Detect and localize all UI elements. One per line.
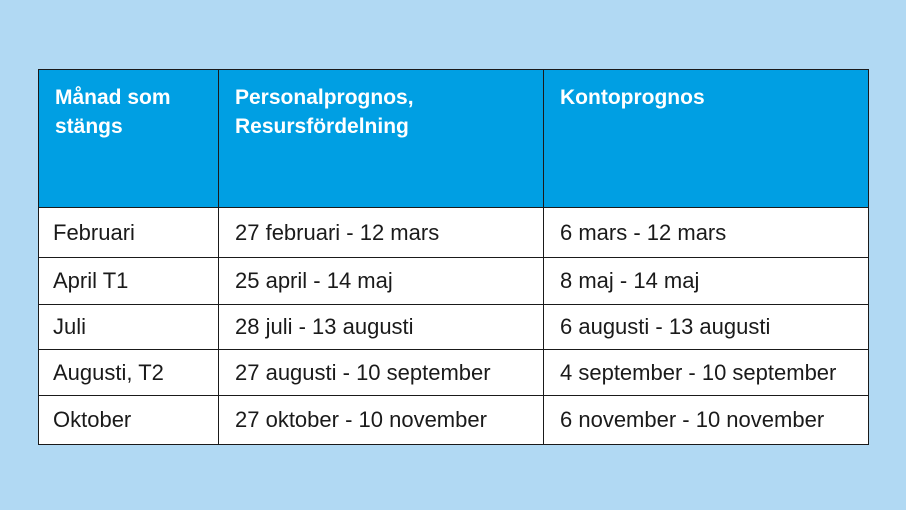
- table-row: [39, 396, 869, 445]
- cell-account-forecast: 6 november - 10 november: [544, 396, 869, 445]
- cell-staff-forecast: 25 april - 14 maj: [219, 258, 544, 305]
- table-row: [39, 208, 869, 258]
- cell-staff-forecast: 27 augusti - 10 september: [219, 350, 544, 396]
- header-month-label: Månad som stängs: [55, 86, 171, 138]
- cell-month: Juli: [39, 305, 219, 350]
- cell-staff-forecast: 28 juli - 13 augusti: [219, 305, 544, 350]
- cell-staff-forecast: 27 februari - 12 mars: [219, 208, 544, 258]
- cell-account-forecast: 6 augusti - 13 augusti: [544, 305, 869, 350]
- table-row: [39, 350, 869, 396]
- header-staff-forecast: [219, 70, 544, 208]
- cell-account-forecast: 4 september - 10 september: [544, 350, 869, 396]
- cell-account-forecast: 8 maj - 14 maj: [544, 258, 869, 305]
- cell-month: Augusti, T2: [39, 350, 219, 396]
- header-staff-forecast-label: Personalprognos, Resursfördelning: [235, 86, 414, 138]
- cell-staff-forecast: 27 oktober - 10 november: [219, 396, 544, 445]
- cell-month: Oktober: [39, 396, 219, 445]
- cell-month: Februari: [39, 208, 219, 258]
- cell-month: April T1: [39, 258, 219, 305]
- header-month: [39, 70, 219, 208]
- header-row: [39, 70, 869, 208]
- schedule-table: [38, 69, 869, 445]
- table-row: [39, 305, 869, 350]
- header-account-forecast: [544, 70, 869, 208]
- header-account-forecast-label: Kontoprognos: [560, 86, 705, 109]
- table-row: [39, 258, 869, 305]
- cell-account-forecast: 6 mars - 12 mars: [544, 208, 869, 258]
